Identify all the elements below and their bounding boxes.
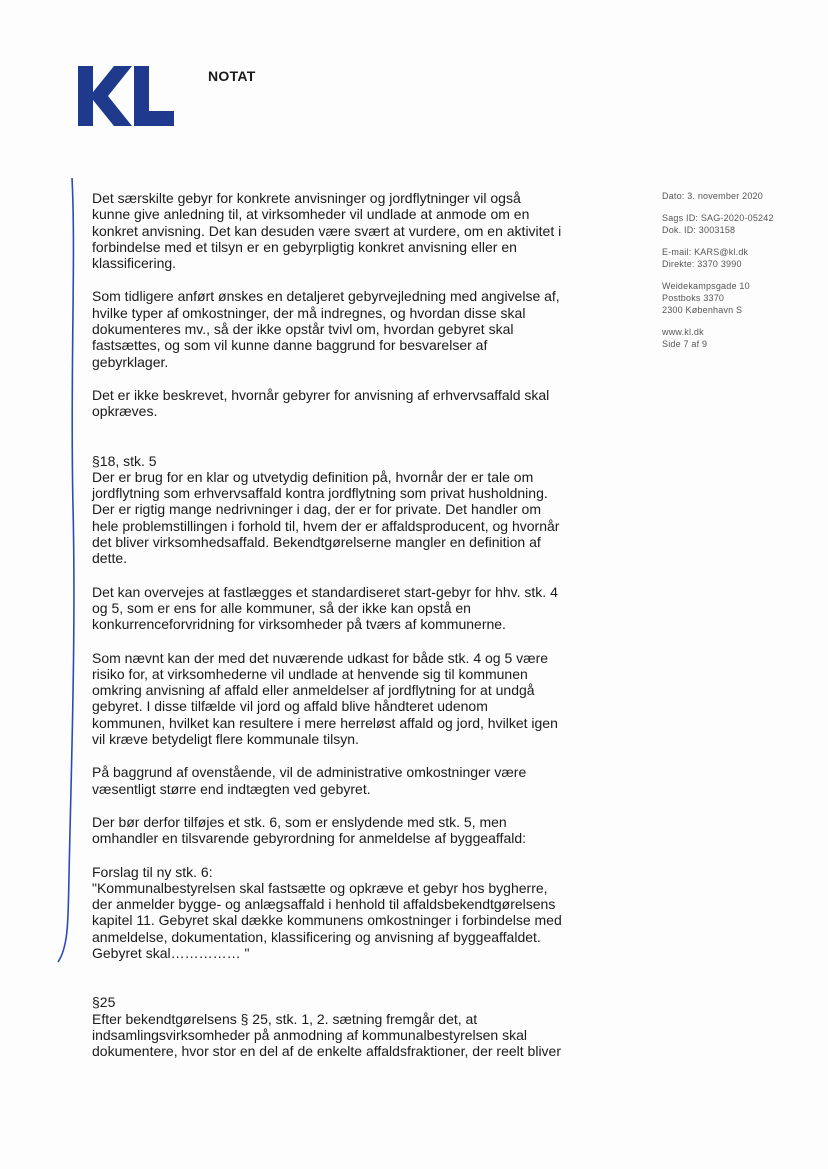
document-type: NOTAT (208, 68, 256, 84)
email: E-mail: KARS@kl.dk (662, 247, 749, 257)
paragraph: Efter bekendtgørelsens § 25, stk. 1, 2. sætning fremgår det, at indsamlingsvirksomheder på anmodning af kommunalbestyrelsen skal dokumentere, hvor stor en del af de enkelte affaldsfraktioner, der reelt bliver (92, 1010, 562, 1060)
paragraph: Som nævnt kan der med det nuværende udkast for både stk. 4 og 5 være risiko for, at virksomhederne vil undlade at henvende sig til kommunen omkring anvisning af affald eller anmeldelser af jordflytning for at undgå gebyret. I disse tilfælde vil jord og affald blive håndteret udenom kommunen, hvilket kan resultere i mere herreløst affald og jord, hvilket igen vil kræve betydeligt flere kommunale tilsyn. (92, 649, 558, 748)
address-line-2: Postboks 3370 (662, 293, 725, 303)
section-25-block (92, 994, 562, 1059)
sags-id: Sags ID: SAG-2020-05242 (662, 213, 774, 223)
dok-id: Dok. ID: 3003158 (662, 225, 736, 235)
proposal-heading: Forslag til ny stk. 6: (92, 863, 213, 880)
paragraph: Det særskilte gebyr for konkrete anvisninger og jordflytninger vil også kunne give anledning til, at virksomheder vil undlade at anmode om en konkret anvisning. Det kan desuden være svært at vurdere, om en aktivitet i forbindelse med et tilsyn er en gebyrpligtig konkret anvisning eller en klassificering. (92, 190, 562, 272)
paragraph: Der er brug for en klar og utvetydig definition på, hvornår der er tale om jordflytning som erhvervsaffald kontra jordflytning som privat husholdning. Der er rigtig mange nedrivninger i dag, der er for private. Det handler om hele problemstillingen i forhold til, hvem der er affaldsproducent, og hvornår det bliver virksomhedsaffald. Bekendtgørelserne mangler en definition af dette. (92, 468, 560, 567)
proposal-block (92, 864, 562, 962)
paragraph: Det kan overvejes at fastlægges et standardiseret start-gebyr for hhv. stk. 4 og 5, som er ens for alle kommuner, så der ikke kan opstå en konkurrenceforvridning for virksomheder på tværs af kommunerne. (92, 583, 558, 633)
paragraph: Som tidligere anført ønskes en detaljeret gebyrvejledning med angivelse af, hvilke typer af omkostninger, der må indregnes, og hvordan disse skal dokumenteres mv., så der ikke opstår tvivl om, hvordan gebyret skal fastsættes, og som vil kunne danne baggrund for besvarelser af gebyrklager. (92, 288, 560, 370)
address-line-1: Weidekampsgade 10 (662, 281, 750, 291)
section-heading: §18, stk. 5 (92, 452, 157, 469)
page-number: Side 7 af 9 (662, 339, 708, 349)
body-text (92, 190, 562, 1076)
paragraph: Der bør derfor tilføjes et stk. 6, som er enslydende med stk. 5, men omhandler en tilsvarende gebyrordning for anmeldelse af byggeaffald: (92, 813, 527, 847)
section-18-block (92, 453, 562, 567)
website: www.kl.dk (662, 327, 704, 337)
address-line-3: 2300 København S (662, 305, 743, 315)
kl-logo-mark (78, 66, 174, 126)
proposal-text: "Kommunalbestyrelsen skal fastsætte og opkræve et gebyr hos bygherre, der anmelder bygge- og anlægsaffald i henhold til affaldsbekendtgørelsens kapitel 11. Gebyret skal dække kommunens omkostninger i forbindelse med anmeldelse, dokumentation, klassificering og anvisning af byggeaffaldet. Gebyret skal…………… " (92, 879, 562, 961)
date: Dato: 3. november 2020 (662, 191, 763, 201)
paragraph: Det er ikke beskrevet, hvornår gebyrer for anvisning af erhvervsaffald skal opkræves. (92, 386, 550, 420)
direct-phone: Direkte: 3370 3990 (662, 259, 742, 269)
margin-line-mark (54, 176, 78, 966)
kl-logo (78, 66, 174, 126)
section-heading: §25 (92, 994, 116, 1011)
paragraph: På baggrund af ovenstående, vil de administrative omkostninger være væsentligt større end indtægten ved gebyret. (92, 764, 527, 797)
sidebar-meta (662, 190, 812, 360)
